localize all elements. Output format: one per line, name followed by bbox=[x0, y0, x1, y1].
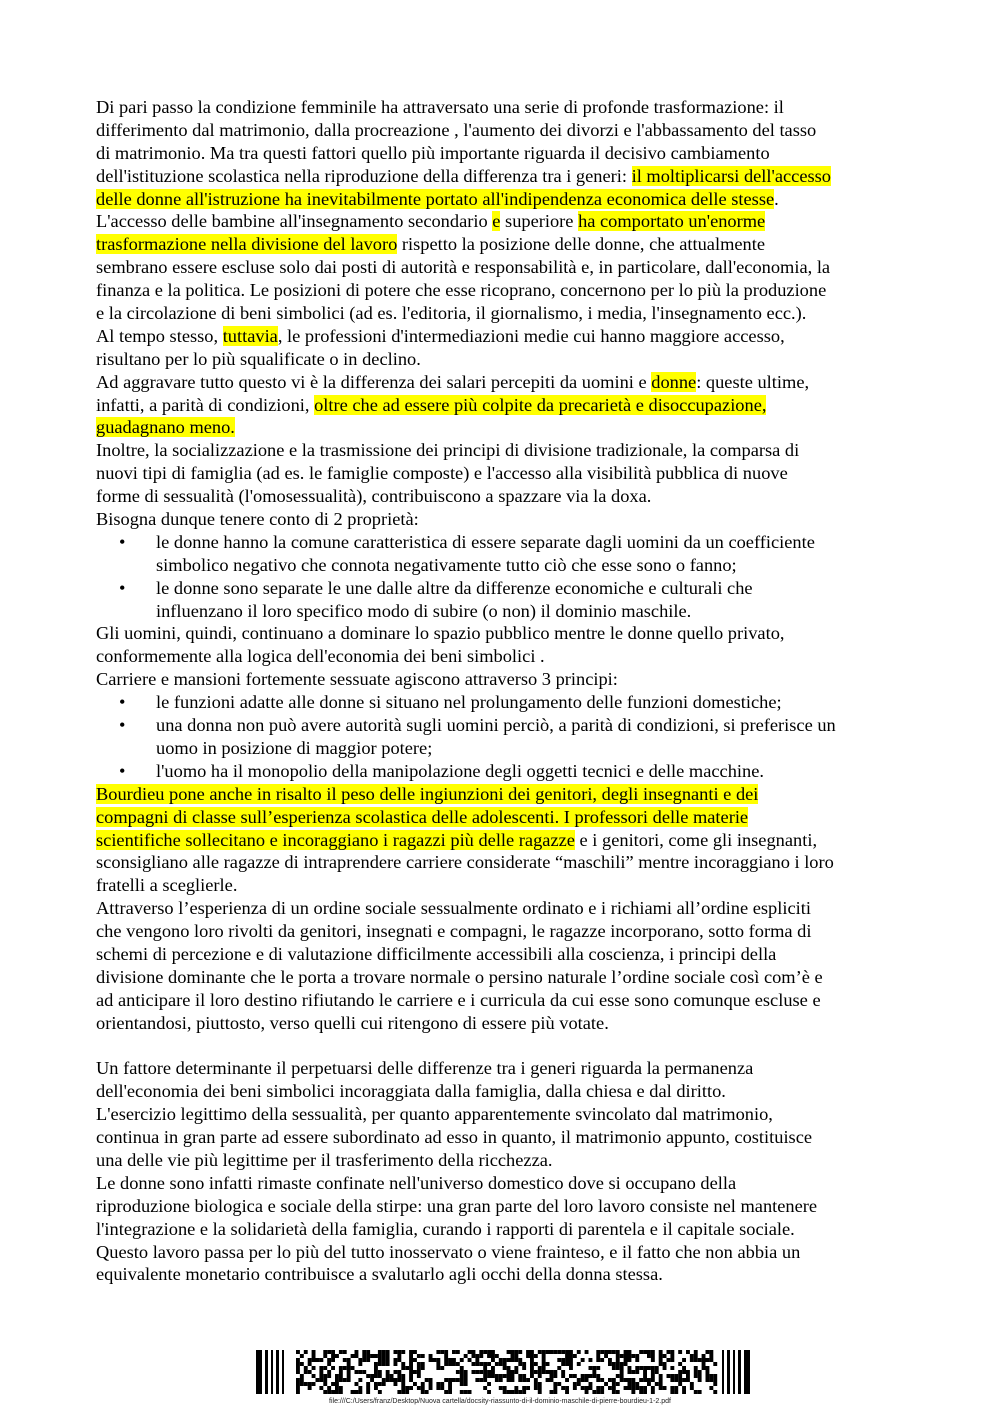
text-line: differimento dal matrimonio, dalla procreazione , l'aumento dei divorzi e l'abbassamento del tasso bbox=[96, 119, 817, 140]
bullet-icon: • bbox=[119, 760, 126, 781]
document-body bbox=[96, 96, 916, 1286]
text-line: dell'economia dei beni simbolici incoraggiata dalla famiglia, dalla chiesa e dal diritto. bbox=[96, 1081, 726, 1102]
highlighted-text: scientifiche sollecitano e incoraggiano i ragazzi più delle ragazze bbox=[96, 829, 575, 850]
bullet-list-item bbox=[96, 714, 916, 737]
text-line: Le donne sono infatti rimaste confinate nell'universo domestico dove si occupano della bbox=[96, 1172, 737, 1193]
text-segment: L'accesso delle bambine all'insegnamento secondario bbox=[96, 211, 493, 232]
highlighted-text: trasformazione nella divisione del lavoro bbox=[96, 234, 398, 255]
bullet-list-item bbox=[96, 600, 916, 623]
highlighted-text: il moltiplicarsi dell'accesso bbox=[631, 165, 832, 186]
text-line: di matrimonio. Ma tra questi fattori quello più importante riguarda il decisivo cambiamento bbox=[96, 142, 770, 163]
text-line: orientandosi, piuttosto, verso quelli cui ritengono di essere più votate. bbox=[96, 1012, 609, 1033]
text-line: finanza e la politica. Le posizioni di potere che esse ricoprano, concernono per lo più la produzione bbox=[96, 280, 827, 301]
text-segment: Ad aggravare tutto questo vi è la differenza dei salari percepiti da uomini e bbox=[96, 371, 652, 392]
file-path-footer: file:///C:/Users/franz/Desktop/Nuova cartella/docsity-riassunto-di-il-dominio-maschile-di-pierre-bourdieu-1-2.pdf bbox=[329, 1398, 671, 1405]
text-line: l'integrazione e la solidarietà della famiglia, curando i rapporti di parentela e il capitale sociale. bbox=[96, 1218, 795, 1239]
text-line bbox=[96, 210, 916, 233]
text-line: forme di sessualità (l'omosessualità), contribuiscono a spazzare via la doxa. bbox=[96, 486, 652, 507]
text-segment: Al tempo stesso, bbox=[96, 325, 223, 346]
text-line bbox=[96, 188, 916, 211]
text-line bbox=[96, 829, 916, 852]
bullet-text: simbolico negativo che connota negativamente tutto ciò che esse sono o fanno; bbox=[156, 554, 737, 575]
text-segment: superiore bbox=[500, 211, 579, 232]
text-line: Carriere e mansioni fortemente sessuate agiscono attraverso 3 principi: bbox=[96, 669, 618, 690]
text-line: schemi di percezione e di valutazione difficilmente accessibili alla coscienza, i principi della bbox=[96, 943, 777, 964]
bullet-text: una donna non può avere autorità sugli uomini perciò, a parità di condizioni, si preferisce un bbox=[156, 715, 836, 736]
text-line: divisione dominante che le porta a trovare normale o persino naturale l’ordine sociale così com’è e bbox=[96, 966, 823, 987]
text-line: Attraverso l’esperienza di un ordine sociale sessualmente ordinato e i richiami all’ordine espliciti bbox=[96, 898, 811, 919]
text-segment: : queste ultime, bbox=[696, 371, 810, 392]
text-line: equivalente monetario contribuisce a svalutarlo agli occhi della donna stessa. bbox=[96, 1264, 663, 1285]
text-line: ad anticipare il loro destino rifiutando le carriere e i curricula da cui esse sono comunque escluse e bbox=[96, 989, 821, 1010]
highlighted-text: delle donne all'istruzione ha inevitabilmente portato all'indipendenza economica delle stesse bbox=[96, 188, 775, 209]
text-line: che vengono loro rivolti da genitori, insegnati e compagni, le ragazze incorporano, sotto forma di bbox=[96, 921, 812, 942]
text-line bbox=[96, 1035, 916, 1058]
highlighted-text: tuttavia bbox=[222, 325, 278, 346]
highlighted-text: e bbox=[492, 211, 501, 232]
bullet-text: le donne sono separate le une dalle altre da differenze economiche e culturali che bbox=[156, 577, 753, 598]
bullet-list-item bbox=[96, 760, 916, 783]
text-line: nuovi tipi di famiglia (ad es. le famiglie composte) e l'accesso alla visibilità pubblica di nuove bbox=[96, 463, 788, 484]
barcode-icon bbox=[256, 1350, 752, 1394]
text-line: Gli uomini, quindi, continuano a dominare lo spazio pubblico mentre le donne quello privato, bbox=[96, 623, 785, 644]
text-line: conformemente alla logica dell'economia dei beni simbolici . bbox=[96, 646, 545, 667]
highlighted-text: guadagnano meno. bbox=[96, 417, 235, 438]
text-segment: . bbox=[774, 188, 779, 209]
text-line: sembrano essere escluse solo dai posti di autorità e responsabilità e, in particolare, dall'economia, la bbox=[96, 257, 831, 278]
bullet-list-item bbox=[96, 737, 916, 760]
text-line bbox=[96, 325, 916, 348]
bullet-text: l'uomo ha il monopolio della manipolazione degli oggetti tecnici e delle macchine. bbox=[156, 760, 764, 781]
text-line bbox=[96, 806, 916, 829]
text-segment: e i genitori, come gli insegnanti, bbox=[574, 829, 818, 850]
text-line: una delle vie più legittime per il trasferimento della ricchezza. bbox=[96, 1149, 553, 1170]
highlighted-text: Bourdieu pone anche in risalto il peso delle ingiunzioni dei genitori, degli insegnanti e dei bbox=[96, 783, 759, 804]
bullet-text: uomo in posizione di maggior potere; bbox=[156, 737, 433, 758]
text-line: L'esercizio legittimo della sessualità, per quanto apparentemente svincolato dal matrimonio, bbox=[96, 1104, 773, 1125]
text-line: Questo lavoro passa per lo più del tutto inosservato o viene frainteso, e il fatto che non abbia un bbox=[96, 1241, 801, 1262]
text-line bbox=[96, 165, 916, 188]
text-line bbox=[96, 233, 916, 256]
bullet-icon: • bbox=[119, 715, 126, 736]
text-line bbox=[96, 371, 916, 394]
text-segment: infatti, a parità di condizioni, bbox=[96, 394, 315, 415]
text-line: e la circolazione di beni simbolici (ad es. l'editoria, il giornalismo, i media, l'insegnamento ecc.). bbox=[96, 303, 807, 324]
highlighted-text: compagni di classe sull’esperienza scolastica delle adolescenti. I professori delle materie bbox=[96, 806, 749, 827]
text-segment: dell'istituzione scolastica nella riproduzione della differenza tra i generi: bbox=[96, 165, 632, 186]
bullet-text: influenzano il loro specifico modo di subire (o non) il dominio maschile. bbox=[156, 600, 692, 621]
text-line bbox=[96, 783, 916, 806]
bullet-icon: • bbox=[119, 531, 126, 552]
text-line: Un fattore determinante il perpetuarsi delle differenze tra i generi riguarda la permanenza bbox=[96, 1058, 754, 1079]
bullet-list-item bbox=[96, 531, 916, 554]
bullet-icon: • bbox=[119, 577, 126, 598]
text-line: continua in gran parte ad essere subordinato ad esso in quanto, il matrimonio appunto, costituisce bbox=[96, 1127, 813, 1148]
highlighted-text: oltre che ad essere più colpite da precarietà e disoccupazione, bbox=[314, 394, 767, 415]
text-line: sconsigliano alle ragazze di intraprendere carriere considerate “maschili” mentre incoraggiano i loro bbox=[96, 852, 834, 873]
text-line bbox=[96, 394, 916, 417]
text-line: riproduzione biologica e sociale della stirpe: una gran parte del loro lavoro consiste nel mantenere bbox=[96, 1195, 818, 1216]
text-segment: rispetto la posizione delle donne, che attualmente bbox=[397, 234, 765, 255]
highlighted-text: ha comportato un'enorme bbox=[578, 211, 766, 232]
text-line: fratelli a sceglierle. bbox=[96, 875, 238, 896]
bullet-list-item bbox=[96, 577, 916, 600]
text-line bbox=[96, 416, 916, 439]
bullet-icon: • bbox=[119, 692, 126, 713]
bullet-text: le donne hanno la comune caratteristica di essere separate dagli uomini da un coefficiente bbox=[156, 531, 815, 552]
text-segment: , le professioni d'intermediazioni medie cui hanno maggiore accesso, bbox=[277, 325, 785, 346]
text-line: Inoltre, la socializzazione e la trasmissione dei principi di divisione tradizionale, la comparsa di bbox=[96, 440, 800, 461]
highlighted-text: donne bbox=[651, 371, 697, 392]
text-line: risultano per lo più squalificate o in declino. bbox=[96, 348, 421, 369]
bullet-text: le funzioni adatte alle donne si situano nel prolungamento delle funzioni domestiche; bbox=[156, 692, 782, 713]
text-line: Di pari passo la condizione femminile ha attraversato una serie di profonde trasformazione: il bbox=[96, 97, 784, 117]
bullet-list-item bbox=[96, 554, 916, 577]
text-line: Bisogna dunque tenere conto di 2 proprietà: bbox=[96, 509, 419, 530]
bullet-list-item bbox=[96, 691, 916, 714]
